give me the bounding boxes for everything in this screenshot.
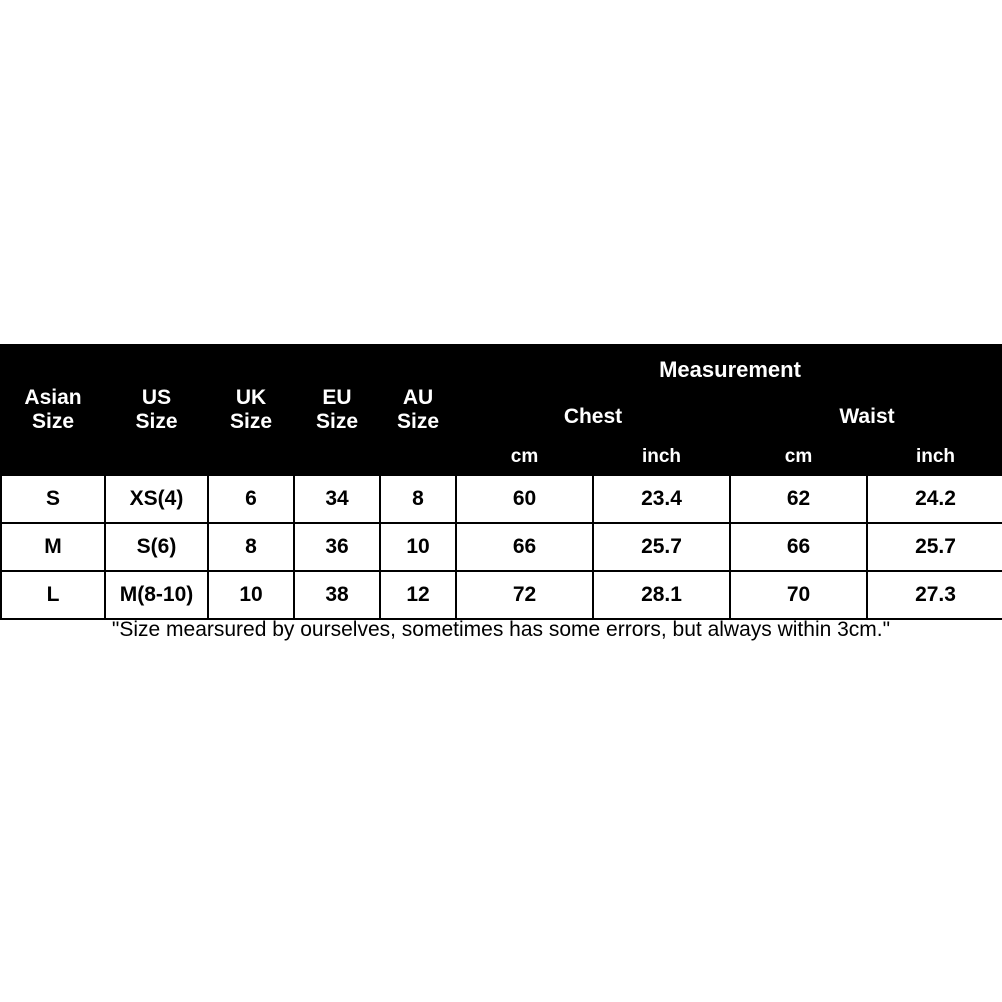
cell-waist-inch: 24.2 [867,475,1002,523]
header-uk-size-line1: UK [235,386,267,409]
table-row [1,571,1002,619]
header-eu-size-line1: EU [322,386,352,409]
cell-us-size: M(8-10) [105,571,208,619]
header-eu-size-line2: Size [315,410,359,433]
header-eu-size [294,345,380,475]
header-asian-size-line2: Size [31,410,75,433]
header-asian-size-line1: Asian [24,386,82,409]
cell-waist-cm: 70 [730,571,867,619]
cell-chest-inch: 28.1 [593,571,730,619]
header-chest-inch: inch [593,439,730,475]
cell-waist-cm: 62 [730,475,867,523]
header-measurement: Measurement [456,345,1002,395]
table-row [1,523,1002,571]
cell-uk-size: 6 [208,475,294,523]
cell-chest-cm: 60 [456,475,593,523]
cell-chest-inch: 25.7 [593,523,730,571]
cell-waist-inch: 25.7 [867,523,1002,571]
table-header [1,345,1002,475]
cell-uk-size: 8 [208,523,294,571]
header-au-size-line1: AU [402,386,434,409]
cell-asian-size: S [1,475,105,523]
header-uk-size-line2: Size [229,410,273,433]
size-chart-container [0,344,1002,620]
cell-us-size: S(6) [105,523,208,571]
cell-chest-cm: 66 [456,523,593,571]
header-us-size-line2: Size [135,410,178,433]
cell-us-size: XS(4) [105,475,208,523]
table-row [1,475,1002,523]
cell-waist-cm: 66 [730,523,867,571]
measurement-note: "Size mearsured by ourselves, sometimes has some errors, but always within 3cm." [111,618,891,641]
cell-chest-cm: 72 [456,571,593,619]
cell-uk-size: 10 [208,571,294,619]
cell-asian-size: M [1,523,105,571]
header-au-size [380,345,456,475]
size-chart-table [0,344,1002,620]
cell-eu-size: 36 [294,523,380,571]
cell-eu-size: 34 [294,475,380,523]
header-chest: Chest [456,395,730,439]
header-chest-cm: cm [456,439,593,475]
cell-au-size: 8 [380,475,456,523]
cell-eu-size: 38 [294,571,380,619]
cell-chest-inch: 23.4 [593,475,730,523]
header-row-top [1,345,1002,395]
header-waist-cm: cm [730,439,867,475]
header-us-size [105,345,208,475]
header-uk-size [208,345,294,475]
cell-au-size: 10 [380,523,456,571]
table-body [1,475,1002,619]
cell-waist-inch: 27.3 [867,571,1002,619]
header-waist-inch: inch [867,439,1002,475]
header-waist: Waist [730,395,1002,439]
header-au-size-line2: Size [396,410,440,433]
cell-asian-size: L [1,571,105,619]
cell-au-size: 12 [380,571,456,619]
header-asian-size [1,345,105,475]
header-us-size-line1: US [141,386,172,409]
